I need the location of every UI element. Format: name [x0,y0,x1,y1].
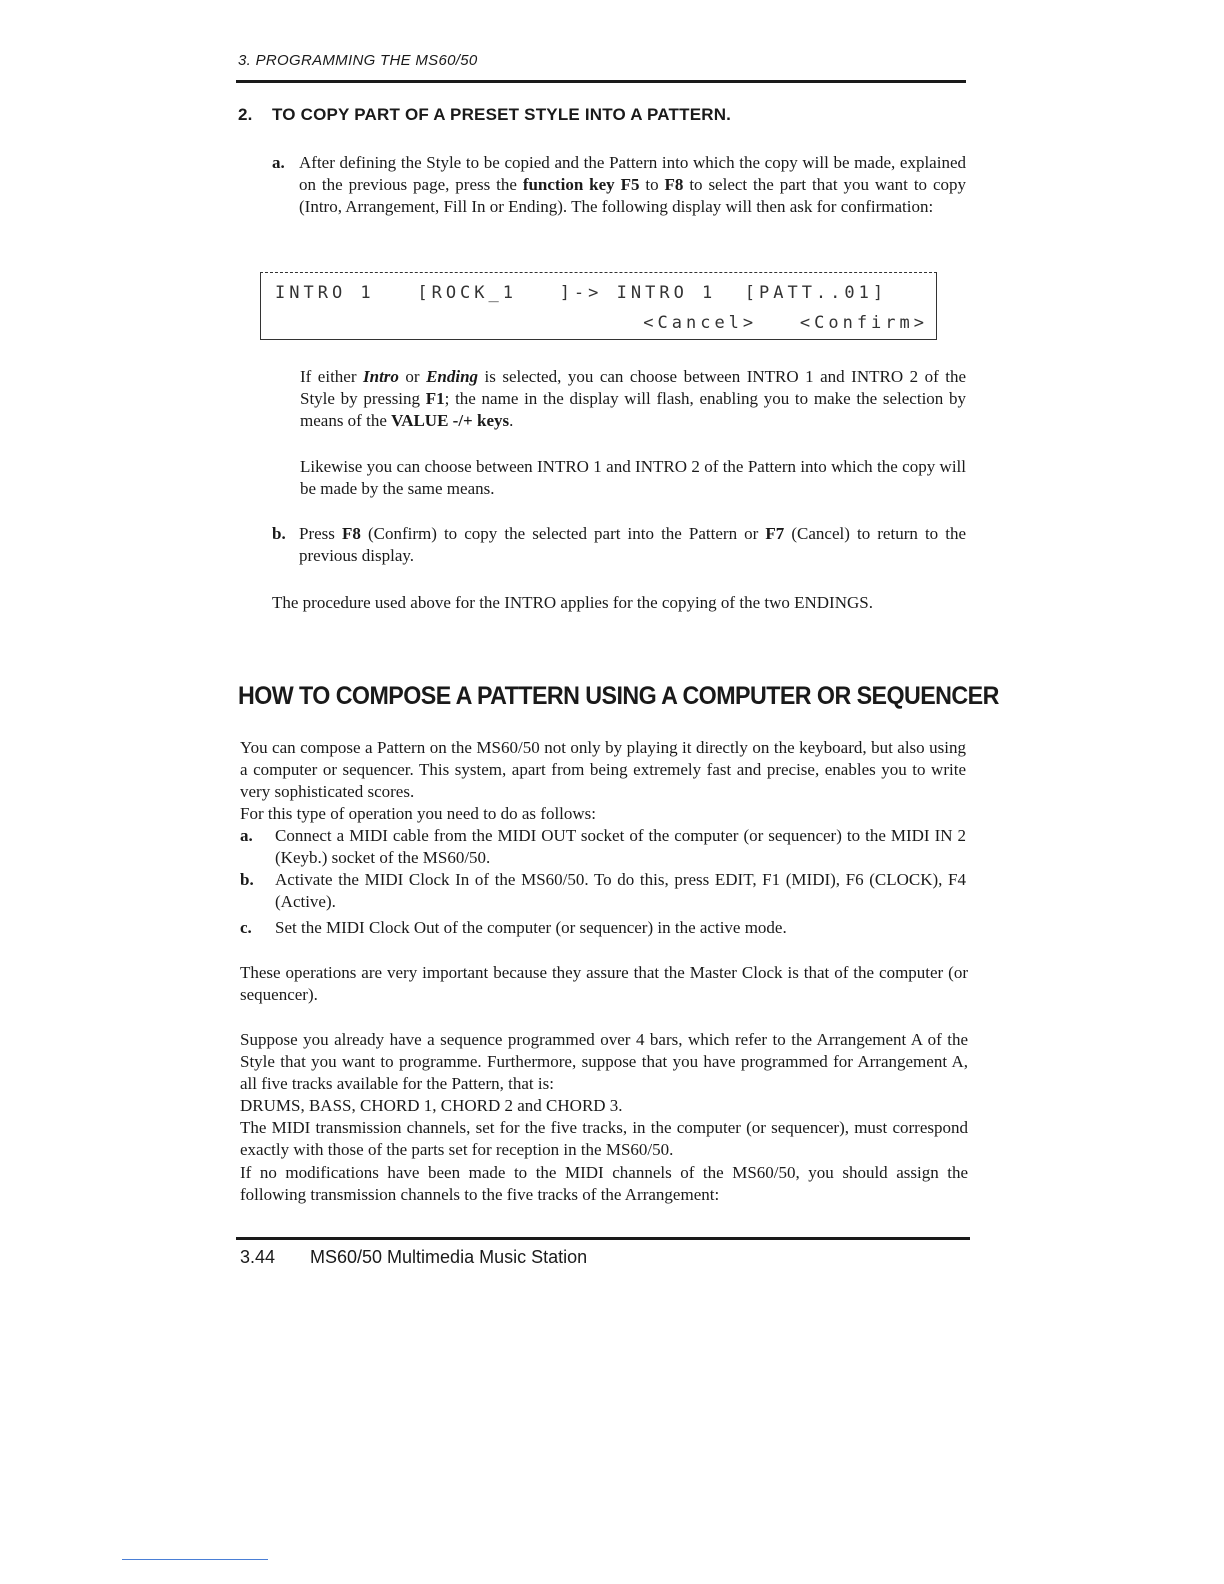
header-rule [236,80,966,83]
step-label: a. [272,153,285,172]
page-number: 3.44 [240,1247,276,1267]
step-a-text: After defining the Style to be copied and the Pattern into which the copy will be made, explained on the previous page, press the function key F5 to F8 to select the part that you want to copy (Intro, Arrangement, Fill In or Ending). The following display will then ask for confirmation: [299,153,966,216]
running-header: 3. PROGRAMMING THE MS60/50 [238,52,478,69]
para-compose-intro: You can compose a Pattern on the MS60/50 not only by playing it directly on the keyboard, but also using a computer or sequencer. This system, apart from being extremely fast and precise, enables you to write very sophisticated scores. [240,738,966,801]
step-label: a. [240,826,253,845]
compose-step-text: Activate the MIDI Clock In of the MS60/50. To do this, press EDIT, F1 (MIDI), F6 (CLOCK), F4 (Active). [275,870,966,911]
lcd-confirm: <Confirm> [799,313,928,333]
para-these-ops: These operations are very important because they assure that the Master Clock is that of the computer (or sequencer). [240,963,968,1004]
compose-step [240,869,966,913]
para-if-no-mod: If no modifications have been made to the MIDI channels of the MS60/50, you should assign the following transmission channels to the five tracks of the Arrangement: [240,1163,968,1204]
para-tracks: DRUMS, BASS, CHORD 1, CHORD 2 and CHORD 3. [240,1096,623,1115]
lcd-cancel: <Cancel> [643,313,758,333]
step-b [272,523,966,567]
para-midi-tx: The MIDI transmission channels, set for the five tracks, in the computer (or sequencer), must correspond exactly with those of the parts set for reception in the MS60/50. [240,1118,968,1159]
para-likewise: Likewise you can choose between INTRO 1 and INTRO 2 of the Pattern into which the copy will be made by the same means. [300,457,966,498]
step-a [272,152,966,218]
compose-step-text: Connect a MIDI cable from the MIDI OUT socket of the computer (or sequencer) to the MIDI IN 2 (Keyb.) socket of the MS60/50. [275,826,966,867]
compose-step [240,917,966,939]
lcd-display [260,272,937,340]
page-footer [240,1247,587,1268]
footer-rule [236,1237,970,1240]
para-suppose: Suppose you already have a sequence programmed over 4 bars, which refer to the Arrangement A of the Style that you want to programme. Furthermore, suppose that you have programmed for Arrangement A, all five tracks available for the Pattern, that is: [240,1030,968,1093]
para-for-this: For this type of operation you need to do as follows: [240,804,597,823]
footer-title: MS60/50 Multimedia Music Station [310,1247,588,1267]
corner-accent-line [122,1559,268,1560]
step-label: b. [240,870,254,889]
para-either: If either Intro or Ending is selected, you can choose between INTRO 1 and INTRO 2 of the Style by pressing F1; the name in the display will flash, enabling you to make the selection by means of the VALUE -/+ keys. [300,367,966,430]
lcd-line-2 [643,313,928,333]
section-number: 2. [238,105,253,124]
compose-step [240,825,966,869]
step-label: b. [272,524,286,543]
compose-heading: HOW TO COMPOSE A PATTERN USING A COMPUTER OR SEQUENCER [238,682,999,710]
section-title [238,105,731,125]
step-label: c. [240,918,252,937]
compose-step-text: Set the MIDI Clock Out of the computer (or sequencer) in the active mode. [275,918,787,937]
lcd-line-1: INTRO 1 [ROCK_1 ]-> INTRO 1 [PATT..01] [275,283,888,303]
para-procedure: The procedure used above for the INTRO applies for the copying of the two ENDINGS. [272,593,873,612]
section-title-text: TO COPY PART OF A PRESET STYLE INTO A PATTERN. [272,105,732,124]
step-b-text: Press F8 (Confirm) to copy the selected part into the Pattern or F7 (Cancel) to return to the previous display. [299,524,967,565]
